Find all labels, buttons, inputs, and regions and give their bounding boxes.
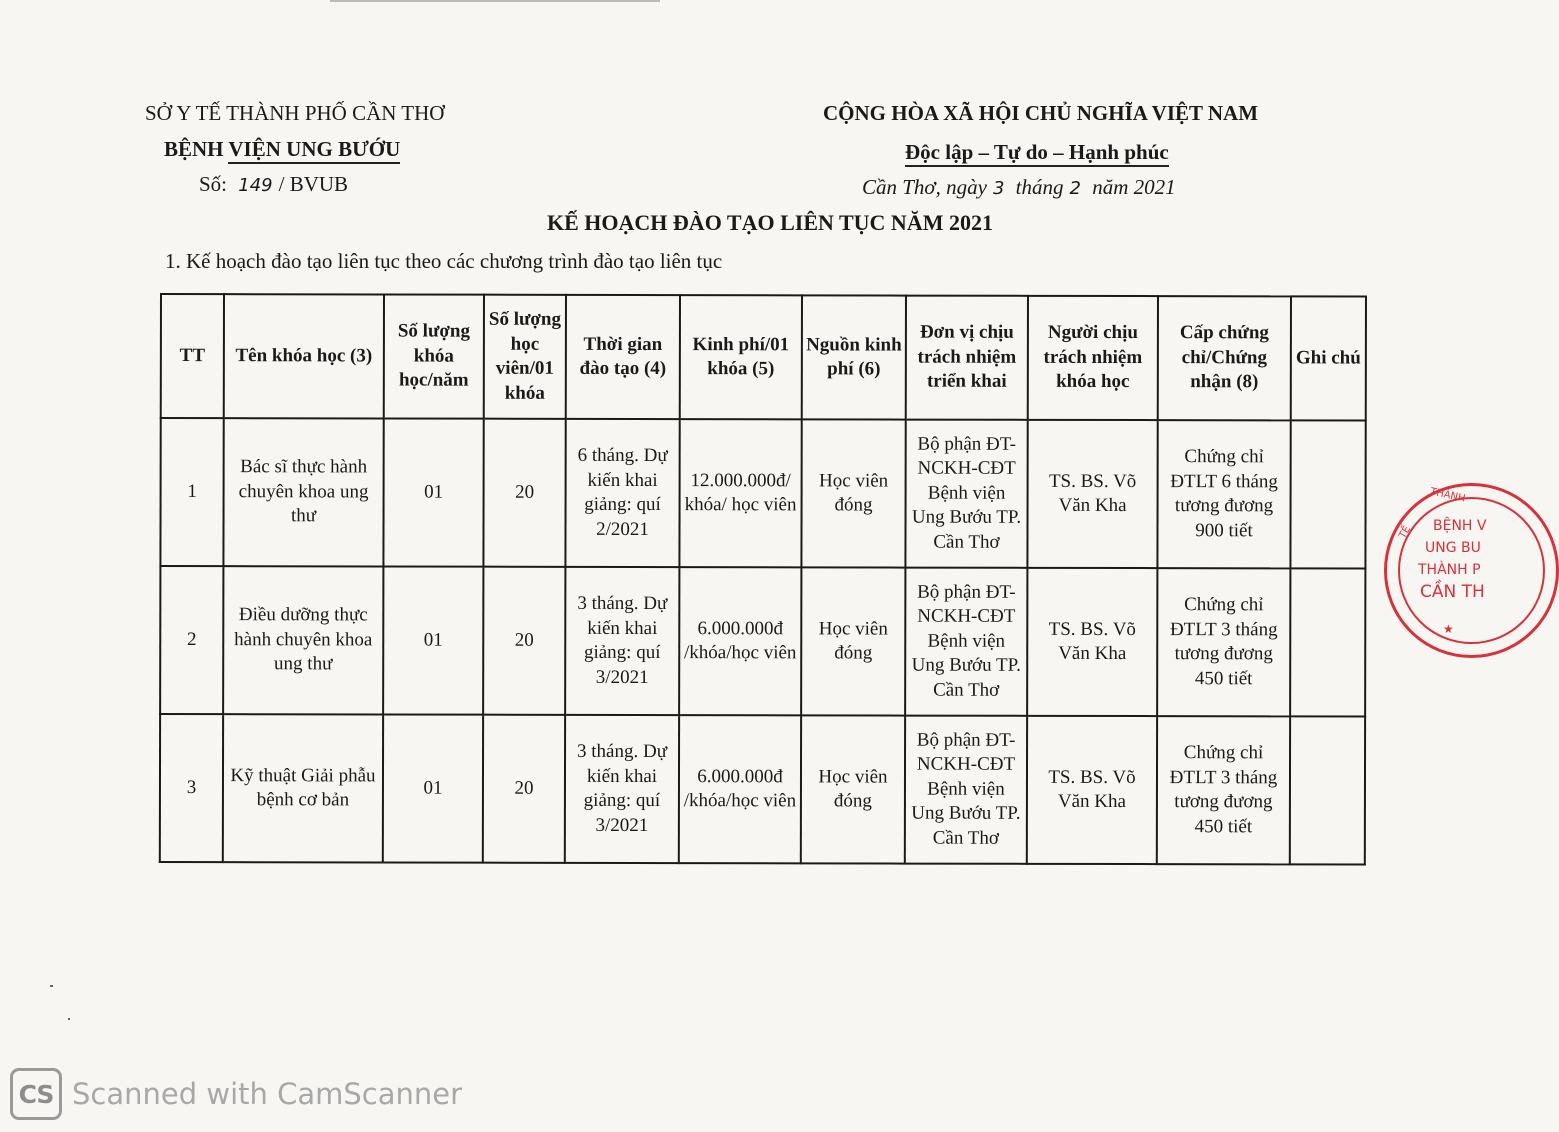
cell-note xyxy=(1290,568,1365,716)
stamp-text-city: CẦN TH xyxy=(1420,582,1485,602)
doc-no-label: Số: xyxy=(199,172,228,196)
date-month-label: tháng xyxy=(1015,175,1064,199)
header-funding: Nguồn kinh phí (6) xyxy=(802,295,906,419)
cell-courses-per-year: 01 xyxy=(383,418,483,566)
table-row xyxy=(160,418,1365,569)
hospital-name xyxy=(164,137,400,162)
table-row xyxy=(160,714,1365,865)
document-title: KẾ HOẠCH ĐÀO TẠO LIÊN TỤC NĂM 2021 xyxy=(547,210,993,235)
motto-text: Độc lập – Tự do – Hạnh phúc xyxy=(905,140,1169,167)
cell-courses-per-year: 01 xyxy=(383,714,483,862)
cell-duration: 3 tháng. Dự kiến khai giảng: quí 3/2021 xyxy=(565,715,679,863)
section-heading: 1. Kế hoạch đào tạo liên tục theo các chương trình đào tạo liên tục xyxy=(165,249,723,273)
date-year: năm 2021 xyxy=(1092,175,1176,199)
cell-funding: Học viên đóng xyxy=(801,715,905,863)
date-place: Cần Thơ, ngày xyxy=(862,175,987,199)
cell-course: Bác sĩ thực hành chuyên khoa ung thư xyxy=(223,418,383,566)
header-course: Tên khóa học (3) xyxy=(224,294,384,418)
cell-note xyxy=(1290,716,1365,864)
doc-no-value: 149 xyxy=(238,175,273,196)
header-students: Số lượng học viên/01 khóa xyxy=(484,295,566,419)
table-header-row xyxy=(161,294,1366,421)
cell-certificate: Chứng chỉ ĐTLT 3 tháng tương đương 450 tiết xyxy=(1157,716,1290,864)
cell-unit: Bộ phận ĐT-NCKH-CĐT Bệnh viện Ung Bướu TP. Cần Thơ xyxy=(905,716,1027,864)
cell-certificate: Chứng chỉ ĐTLT 3 tháng tương đương 450 tiết xyxy=(1157,568,1290,716)
nation-title: CỘNG HÒA XÃ HỘI CHỦ NGHĨA VIỆT NAM xyxy=(823,101,1259,125)
cell-fee: 6.000.000đ /khóa/học viên xyxy=(679,715,801,863)
cell-course: Kỹ thuật Giải phẫu bệnh cơ bản xyxy=(223,714,383,862)
cell-person: TS. BS. Võ Văn Kha xyxy=(1027,716,1157,864)
cell-tt: 1 xyxy=(160,418,223,566)
stamp-star-icon: ★ xyxy=(1443,622,1454,636)
cell-students: 20 xyxy=(483,715,565,863)
cell-courses-per-year: 01 xyxy=(383,566,483,714)
cell-students: 20 xyxy=(483,419,565,567)
header-duration: Thời gian đào tạo (4) xyxy=(566,295,680,419)
motto xyxy=(905,140,1169,165)
cell-person: TS. BS. Võ Văn Kha xyxy=(1027,420,1157,568)
header-fee: Kinh phí/01 khóa (5) xyxy=(680,295,802,419)
cell-funding: Học viên đóng xyxy=(801,419,905,567)
training-plan-table xyxy=(159,293,1367,866)
stamp-text-line: THÀNH P xyxy=(1418,562,1481,578)
stamp-text-side: TẾ xyxy=(1397,524,1414,541)
header-note: Ghi chú xyxy=(1291,296,1366,420)
header-tt: TT xyxy=(161,294,224,418)
scan-speck xyxy=(50,985,53,987)
cell-tt: 2 xyxy=(160,566,223,714)
department-name: SỞ Y TẾ THÀNH PHỐ CẦN THƠ xyxy=(145,101,445,125)
camscanner-logo-icon: CS xyxy=(10,1068,62,1120)
cell-students: 20 xyxy=(483,567,565,715)
cell-fee: 12.000.000đ/ khóa/ học viên xyxy=(679,419,801,567)
cell-person: TS. BS. Võ Văn Kha xyxy=(1027,568,1157,716)
cell-certificate: Chứng chỉ ĐTLT 6 tháng tương đương 900 tiết xyxy=(1157,420,1290,568)
scan-edge-line xyxy=(330,0,660,2)
cell-unit: Bộ phận ĐT-NCKH-CĐT Bệnh viện Ung Bướu TP. Cần Thơ xyxy=(905,420,1027,568)
cell-course: Điều dưỡng thực hành chuyên khoa ung thư xyxy=(223,566,383,714)
header-certificate: Cấp chứng chỉ/Chứng nhận (8) xyxy=(1158,296,1291,420)
date-month: 2 xyxy=(1069,178,1081,199)
date-line xyxy=(862,175,1176,200)
hospital-name-underlined: VIỆN UNG BƯỚU xyxy=(228,137,400,164)
doc-no-suffix: / BVUB xyxy=(278,172,349,196)
cell-note xyxy=(1290,420,1365,568)
camscanner-watermark xyxy=(10,1068,462,1120)
cell-duration: 3 tháng. Dự kiến khai giảng: quí 3/2021 xyxy=(565,567,679,715)
header-person: Người chịu trách nhiệm khóa học xyxy=(1028,296,1158,420)
header-courses-per-year: Số lượng khóa học/năm xyxy=(384,294,484,418)
cell-unit: Bộ phận ĐT-NCKH-CĐT Bệnh viện Ung Bướu TP. Cần Thơ xyxy=(905,568,1027,716)
stamp-text-line: BỆNH V xyxy=(1433,518,1487,534)
stamp-text-line: UNG BU xyxy=(1425,540,1481,556)
document-number xyxy=(199,172,348,197)
cell-fee: 6.000.000đ /khóa/học viên xyxy=(679,567,801,715)
cell-funding: Học viên đóng xyxy=(801,567,905,715)
scan-speck xyxy=(68,1018,70,1020)
date-day: 3 xyxy=(992,178,1005,199)
cell-tt: 3 xyxy=(160,714,223,862)
table-row xyxy=(160,566,1365,717)
hospital-name-prefix: BỆNH xyxy=(164,137,229,161)
cell-duration: 6 tháng. Dự kiến khai giảng: quí 2/2021 xyxy=(565,419,679,567)
header-unit: Đơn vị chịu trách nhiệm triển khai xyxy=(906,296,1028,420)
camscanner-text: Scanned with CamScanner xyxy=(72,1077,463,1111)
stamp-text-top: THÀNH xyxy=(1429,486,1467,505)
